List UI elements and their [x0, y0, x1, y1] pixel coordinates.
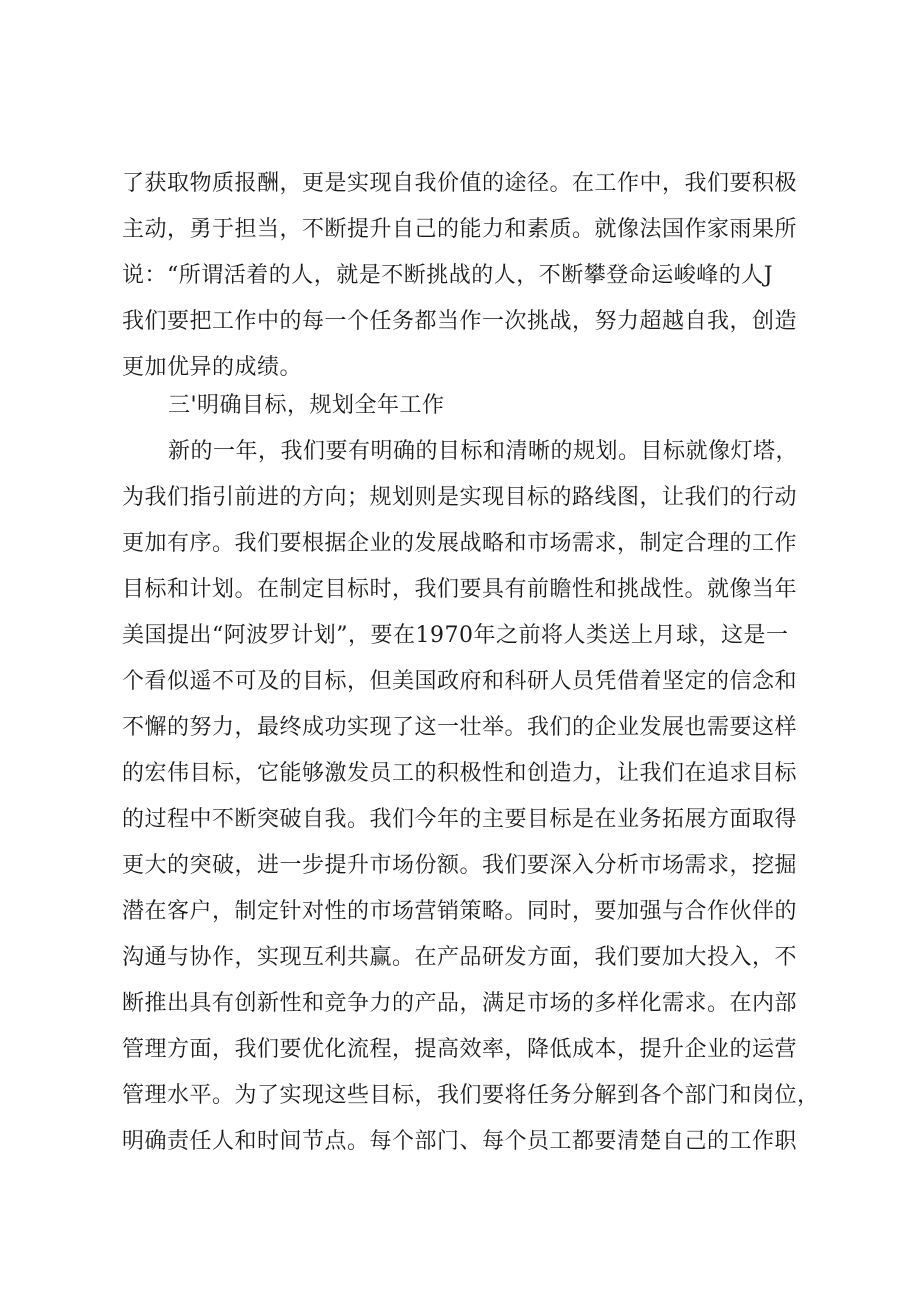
paragraph-line: 的过程中不断突破自我。我们今年的主要目标是在业务拓展方面取得 — [122, 807, 798, 832]
paragraph-line: 断推出具有创新性和竞争力的产品，满足市场的多样化需求。在内部 — [122, 991, 798, 1016]
paragraph-line: 个看似遥不可及的目标，但美国政府和科研人员凭借着坚定的信念和 — [122, 669, 798, 694]
paragraph-line: 了获取物质报酬，更是实现自我价值的途径。在工作中，我们要积极 — [122, 171, 798, 196]
paragraph-line: 沟通与协作，实现互利共赢。在产品研发方面，我们要加大投入，不 — [122, 945, 798, 970]
paragraph-2 — [122, 429, 820, 1165]
paragraph-line: 我们要把工作中的每一个任务都当作一次挑战，努力超越自我，创造 — [122, 309, 798, 334]
paragraph-line: 不懈的努力，最终成功实现了这一壮举。我们的企业发展也需要这样 — [122, 715, 798, 740]
paragraph-line: 为我们指引前进的方向；规划则是实现目标的路线图，让我们的行动 — [122, 485, 798, 510]
paragraph-1 — [122, 161, 812, 391]
paragraph-line: 目标和计划。在制定目标时，我们要具有前瞻性和挑战性。就像当年 — [122, 577, 798, 602]
paragraph-line: 更加优异的成绩。 — [122, 355, 303, 380]
paragraph-line: 更加有序。我们要根据企业的发展战略和市场需求，制定合理的工作 — [122, 531, 798, 556]
paragraph-line: 明确责任人和时间节点。每个部门、每个员工都要清楚自己的工作职 — [122, 1129, 798, 1154]
paragraph-line: 美国提出“阿波罗计划”，要在1970年之前将人类送上月球，这是一 — [122, 623, 789, 648]
paragraph-line: 管理方面，我们要优化流程，提高效率，降低成本，提升企业的运营 — [122, 1037, 798, 1062]
paragraph-line: 更大的突破，进一步提升市场份额。我们要深入分析市场需求，挖掘 — [122, 853, 798, 878]
section-heading: 三'明确目标，规划全年工作 — [168, 393, 445, 418]
paragraph-line: 的宏伟目标，它能够激发员工的积极性和创造力，让我们在追求目标 — [122, 761, 798, 786]
paragraph-line: 说：“所谓活着的人，就是不断挑战的人，不断攀登命运峻峰的人J — [122, 263, 774, 288]
paragraph-line: 潜在客户，制定针对性的市场营销策略。同时，要加强与合作伙伴的 — [122, 899, 798, 924]
paragraph-line: 主动，勇于担当，不断提升自己的能力和素质。就像法国作家雨果所 — [122, 217, 798, 242]
paragraph-line: 新的一年，我们要有明确的目标和清晰的规划。目标就像灯塔， — [168, 439, 799, 464]
paragraph-line: 管理水平。为了实现这些目标，我们要将任务分解到各个部门和岗位， — [122, 1083, 820, 1108]
